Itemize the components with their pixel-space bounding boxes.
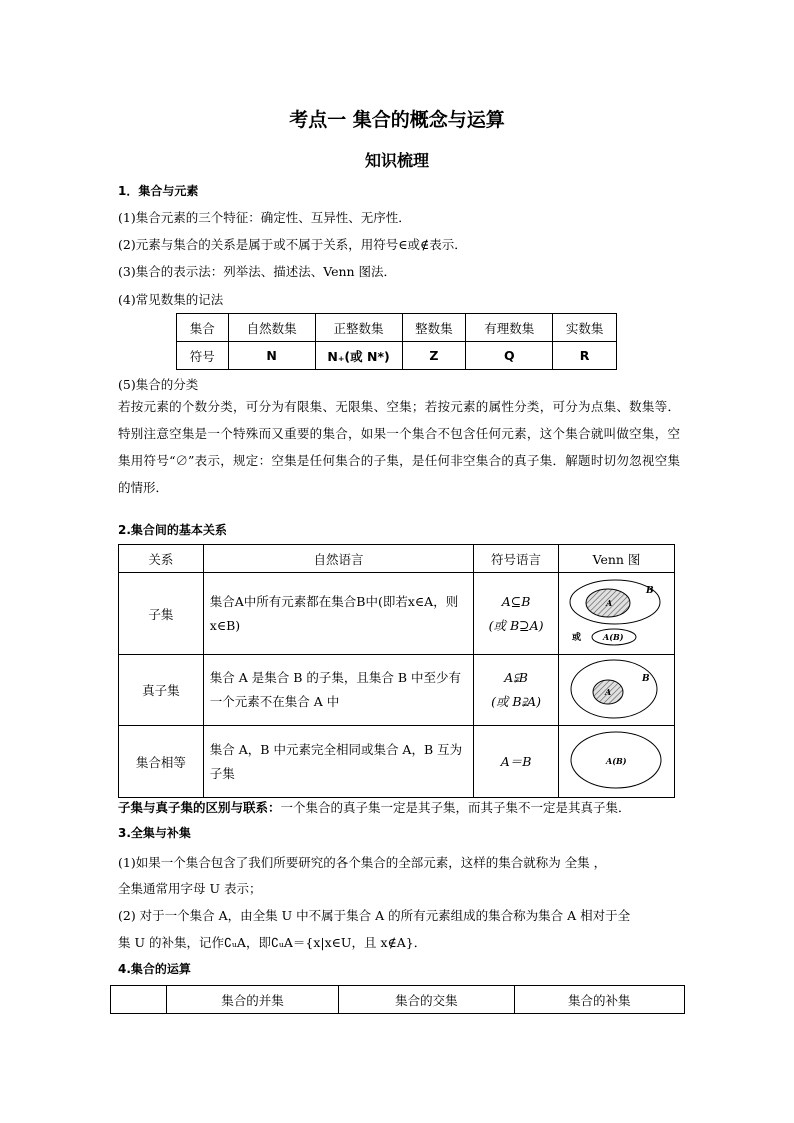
text-line: (1)如果一个集合包含了我们所要研究的各个集合的全部元素，这样的集合就称为 全集 ，	[118, 855, 607, 870]
table-row	[177, 342, 617, 370]
relations-table	[118, 544, 675, 798]
table-cell: 正整数集	[315, 314, 402, 342]
table-cell: R	[553, 342, 617, 370]
table-cell: 集合 A 是集合 B 的子集，且集合 B 中至少有一个元素不在集合 A 中	[203, 655, 473, 726]
text-line: (3)集合的表示法：列举法、描述法、Venn 图法．	[118, 264, 397, 279]
symbol-alt: (或 B⊇A)	[488, 617, 544, 633]
venn-cell	[558, 573, 674, 655]
heading-universal-complement: 3.全集与补集	[118, 826, 191, 840]
table-cell: 符号语言	[474, 545, 559, 573]
table-row	[119, 655, 675, 726]
venn-label-ab: A(B)	[603, 632, 625, 642]
venn-cell	[558, 655, 674, 726]
table-row	[111, 986, 685, 1014]
table-cell: 集合相等	[119, 726, 204, 798]
table-row	[119, 573, 675, 655]
venn-label-b: B	[642, 673, 651, 684]
table-cell: N₊(或 N*)	[315, 342, 402, 370]
table-cell: 关系	[119, 545, 204, 573]
symbol-alt: (或 B⫌A)	[491, 694, 542, 709]
symbol-main: A⊆B	[501, 593, 531, 609]
text-line: (1)集合元素的三个特征：确定性、互异性、无序性．	[118, 210, 411, 225]
symbol-main: A⫋B	[504, 670, 528, 685]
table-cell: 符号	[177, 342, 229, 370]
table-cell	[111, 986, 167, 1014]
heading-set-and-element: 1．集合与元素	[118, 184, 199, 198]
table-cell: 集合的补集	[514, 986, 684, 1014]
table-cell: 自然数集	[228, 314, 315, 342]
table-cell: Z	[402, 342, 466, 370]
table-cell: N	[228, 342, 315, 370]
table-cell	[474, 726, 559, 798]
venn-label-a: A	[606, 598, 613, 608]
table-cell: Q	[466, 342, 553, 370]
venn-cell	[558, 726, 674, 798]
table-cell	[474, 655, 559, 726]
table-row	[119, 545, 675, 573]
text-line: (4)常见数集的记法	[118, 292, 224, 307]
number-sets-table	[176, 313, 617, 370]
text-line: 全集通常用字母 U 表示；	[118, 881, 262, 896]
venn-label-b: B	[646, 586, 655, 596]
set-operations-table	[110, 985, 685, 1014]
heading-set-operations: 4.集合的运算	[118, 962, 191, 976]
table-cell: 集合A中所有元素都在集合B中(即若x∈A，则x∈B)	[203, 573, 473, 655]
venn-subset-diagram	[560, 573, 672, 651]
table-cell: 集合的并集	[166, 986, 338, 1014]
text-line: (5)集合的分类	[118, 377, 199, 392]
table-cell: 实数集	[553, 314, 617, 342]
table-row	[177, 314, 617, 342]
table-cell: 自然语言	[203, 545, 473, 573]
subset-note-label: 子集与真子集的区别与联系：	[118, 800, 281, 815]
table-row	[119, 726, 675, 798]
subset-note-text: 一个集合的真子集一定是其子集，而其子集不一定是其真子集．	[280, 800, 631, 815]
table-cell: 集合	[177, 314, 229, 342]
subset-note	[118, 798, 684, 816]
section-subtitle: 知识梳理	[364, 151, 429, 170]
classification-paragraph: 若按元素的个数分类，可分为有限集、无限集、空集；若按元素的属性分类，可分为点集、数集等．特别注意空集是一个特殊而又重要的集合，如果一个集合不包含任何元素，这个集合就叫做空集，空集用符号“∅”表示，规定：空集是任何集合的子集，是任何非空集合的真子集．解题时切勿忽视空集的情形．	[118, 399, 680, 495]
venn-label-ab: A(B)	[606, 756, 628, 766]
venn-proper-subset-diagram	[560, 656, 672, 722]
table-cell: 子集	[119, 573, 204, 655]
venn-equal-diagram	[560, 727, 672, 793]
table-cell: Venn 图	[558, 545, 674, 573]
table-cell: 整数集	[402, 314, 466, 342]
table-cell	[474, 573, 559, 655]
table-cell: 集合的交集	[339, 986, 514, 1014]
table-cell: 有理数集	[466, 314, 553, 342]
symbol-main: A＝B	[500, 753, 532, 769]
venn-or-label: 或	[572, 633, 582, 643]
table-cell: 真子集	[119, 655, 204, 726]
text-line: (2) 对于一个集合 A，由全集 U 中不属于集合 A 的所有元素组成的集合称为集合 A 相对于全	[118, 908, 631, 923]
venn-label-a: A	[605, 686, 612, 697]
table-cell: 集合 A，B 中元素完全相同或集合 A，B 互为子集	[203, 726, 473, 798]
page-title: 考点一 集合的概念与运算	[289, 109, 505, 131]
text-line: (2)元素与集合的关系是属于或不属于关系，用符号∈或∉表示．	[118, 237, 467, 252]
text-line: 集 U 的补集，记作∁ᵤA，即∁ᵤA＝{x|x∈U，且 x∉A}．	[118, 935, 427, 950]
heading-basic-relations: 2.集合间的基本关系	[118, 523, 227, 537]
